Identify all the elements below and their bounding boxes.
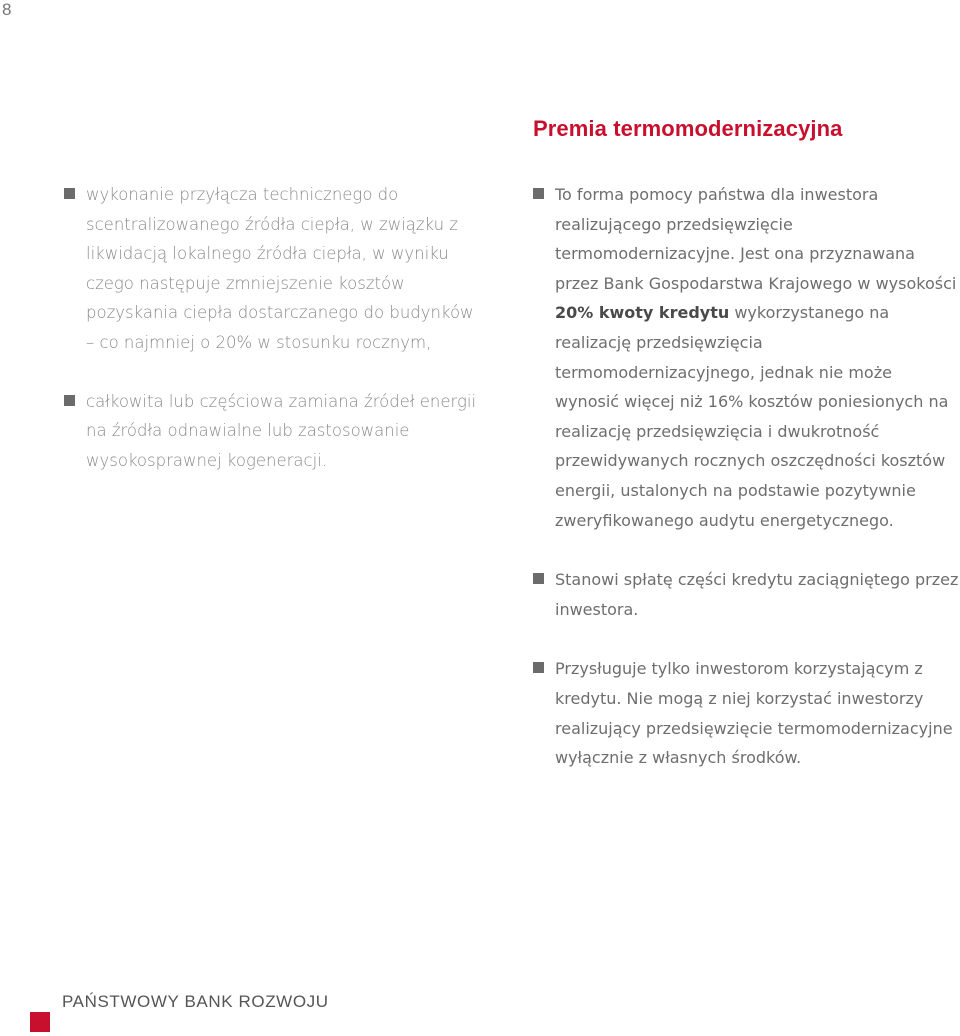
list-item-text: Przysługuje tylko inwestorom korzystającym z kredytu. Nie mogą z niej korzystać inwestorzy realizujący przedsięwzięcie termomodernizacyjne wyłącznie z własnych środków. <box>555 659 953 768</box>
list-item-text <box>555 180 960 535</box>
list-item <box>64 387 484 476</box>
brand-square-icon <box>30 1012 50 1032</box>
text-segment: wykorzystanego na realizację przedsięwzięcia termomodernizacyjnego, jednak nie może wynosić więcej niż 16% kosztów poniesionych na realizację przedsięwzięcia i dwukrotność przewidywanych rocznych oszczędności kosztów energii, ustalonych na podstawie pozytywnie zweryfikowanego audytu energetycznego. <box>555 303 949 530</box>
left-column <box>64 180 484 475</box>
right-column <box>533 180 960 773</box>
square-bullet-icon <box>64 395 75 406</box>
text-segment: To forma pomocy państwa dla inwestora realizującego przedsięwzięcie termomodernizacyjne. Jest ona przyznawana przez Bank Gospodarstwa Krajowego w wysokości <box>555 185 957 293</box>
list-item <box>64 180 484 358</box>
page-number: 8 <box>2 0 12 19</box>
highlighted-amount: 20% kwoty kredytu <box>555 303 730 323</box>
list-item-text: całkowita lub częściowa zamiana źródeł energii na źródła odnawialne lub zastosowanie wysokosprawnej kogeneracji. <box>86 391 477 470</box>
list-item <box>533 180 960 535</box>
list-item <box>533 654 960 772</box>
list-item-text: wykonanie przyłącza technicznego do scentralizowanego źródła ciepła, w związku z likwidacją lokalnego źródła ciepła, w wyniku czego następuje zmniejszenie kosztów pozyskania ciepła dostarczanego do budynków – co najmniej o 20% w stosunku rocznym, <box>86 185 474 352</box>
square-bullet-icon <box>533 188 544 199</box>
list-item <box>533 565 960 624</box>
square-bullet-icon <box>533 573 544 584</box>
list-item-text: Stanowi spłatę części kredytu zaciągniętego przez inwestora. <box>555 570 959 619</box>
square-bullet-icon <box>64 188 75 199</box>
square-bullet-icon <box>533 662 544 673</box>
section-title: Premia termomodernizacyjna <box>533 116 843 141</box>
footer-brand: PAŃSTWOWY BANK ROZWOJU <box>62 992 329 1011</box>
